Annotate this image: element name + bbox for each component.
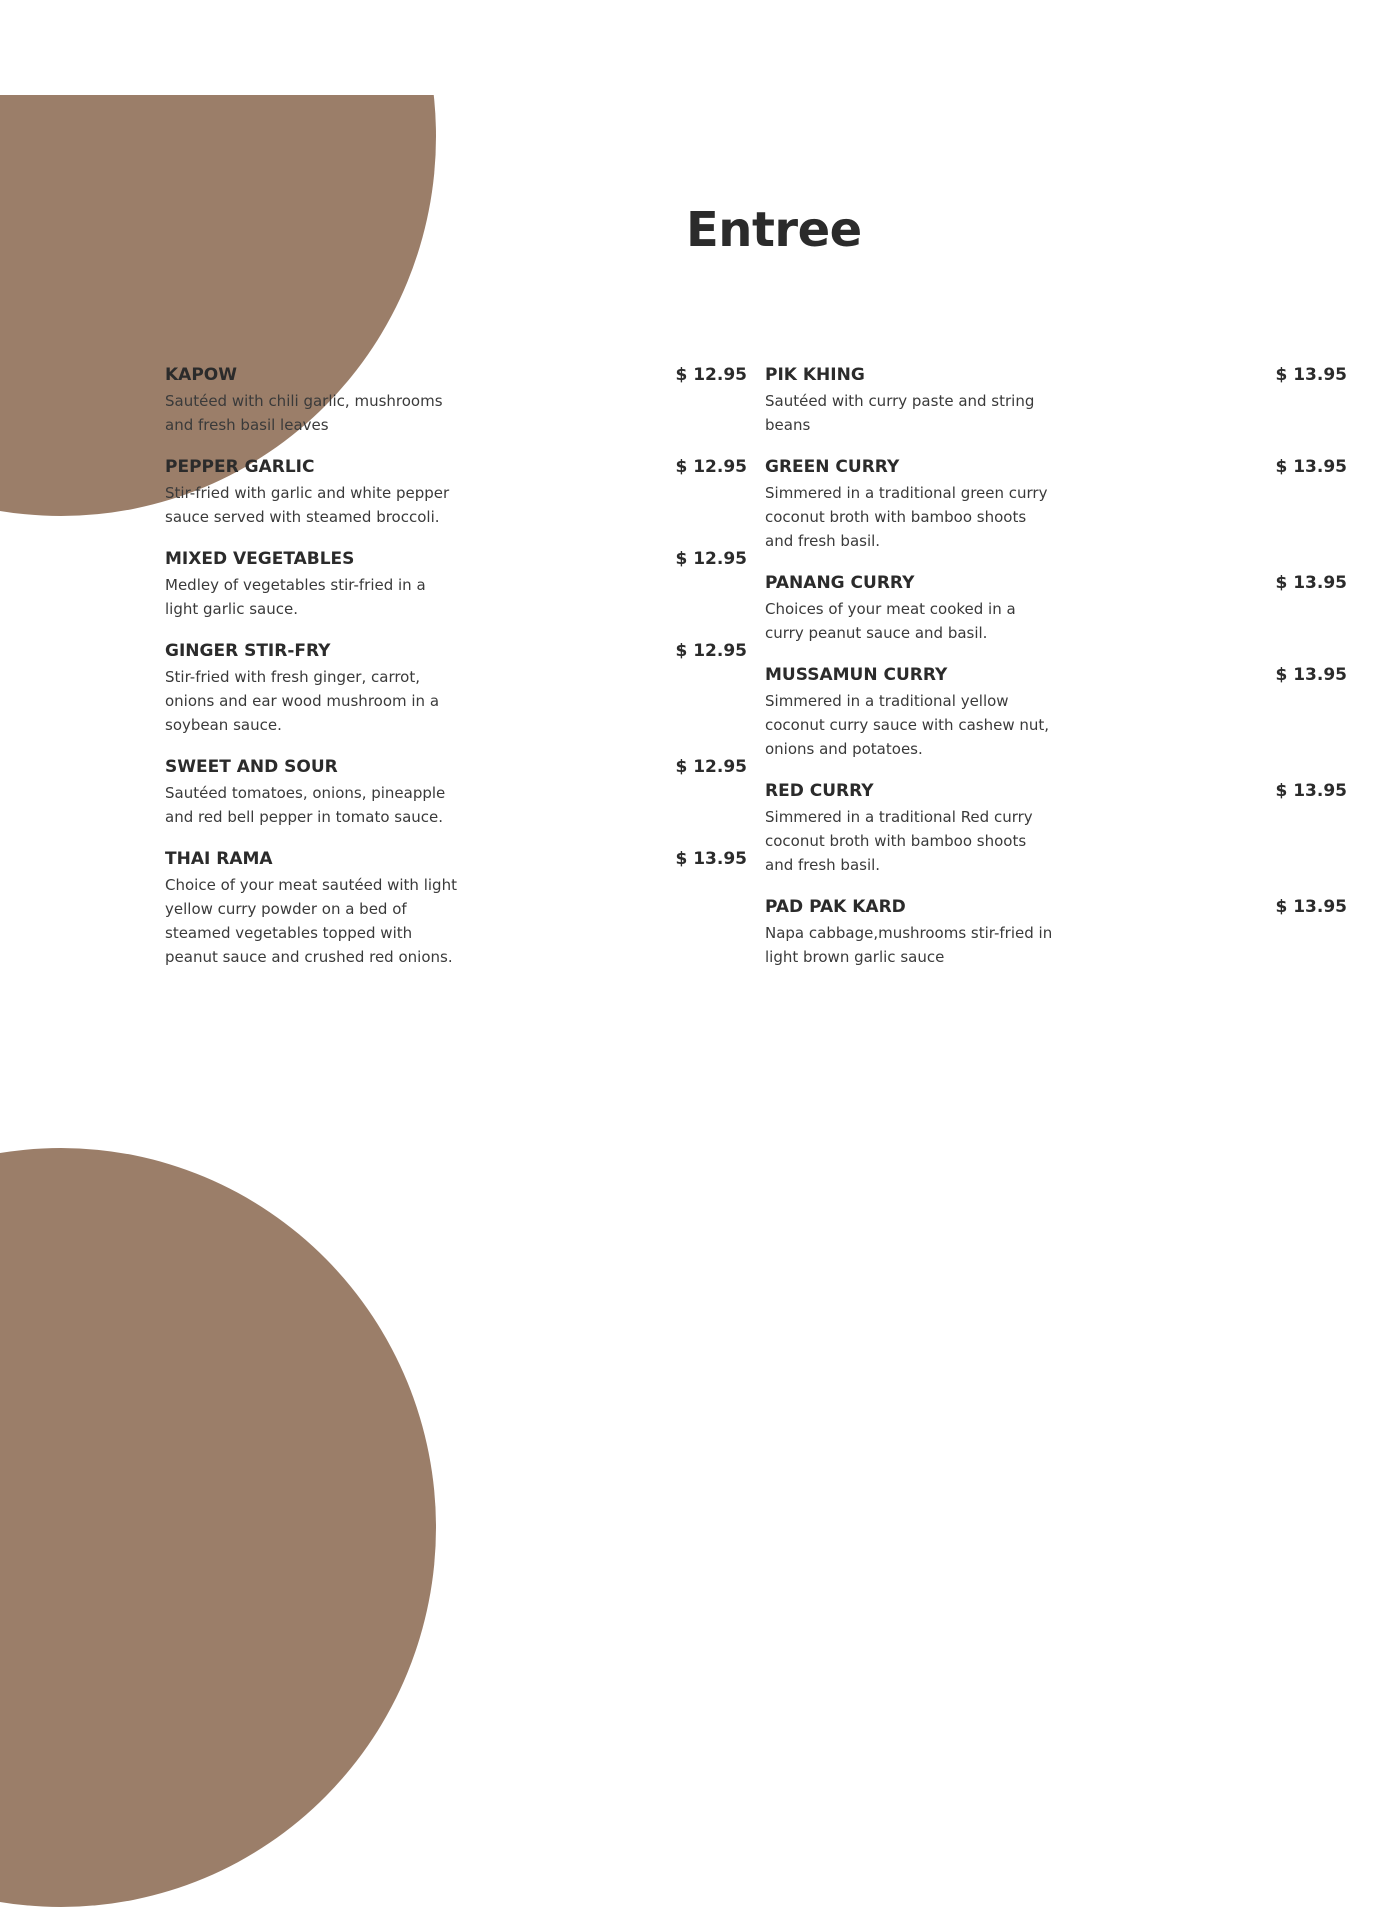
menu-item-name: GREEN CURRY	[765, 457, 900, 477]
header-space	[0, 0, 500, 95]
menu-item-description: Medley of vegetables stir-fried in a light garlic sauce.	[165, 576, 426, 618]
menu-item-header	[765, 778, 1347, 804]
section-title: Entree	[686, 202, 862, 258]
menu-item-header	[765, 570, 1347, 596]
menu-item-price: $ 13.95	[1275, 573, 1347, 593]
menu-item-price: $ 13.95	[675, 849, 747, 869]
menu-item	[165, 362, 747, 437]
menu-item-name: MIXED VEGETABLES	[165, 549, 355, 569]
menu-item	[165, 454, 747, 529]
menu-item-description: Stir-fried with garlic and white pepper sauce served with steamed broccoli.	[165, 484, 450, 526]
menu-item-header	[165, 846, 747, 872]
menu-item-description: Choices of your meat cooked in a curry peanut sauce and basil.	[765, 600, 1016, 642]
menu-item-description: Choice of your meat sautéed with light yellow curry powder on a bed of steamed vegetables topped with peanut sauce and crushed red onions.	[165, 876, 457, 966]
menu-item-name: GINGER STIR-FRY	[165, 641, 331, 661]
menu-item-header	[165, 362, 747, 388]
menu-item	[165, 638, 747, 737]
menu-item	[765, 778, 1347, 877]
menu-item-description: Simmered in a traditional Red curry coconut broth with bamboo shoots and fresh basil.	[765, 808, 1033, 874]
menu-item-price: $ 13.95	[1275, 457, 1347, 477]
menu-item-price: $ 12.95	[675, 457, 747, 477]
menu-item-name: RED CURRY	[765, 781, 874, 801]
menu-item-price: $ 13.95	[1275, 365, 1347, 385]
decorative-circle-bottom	[0, 1148, 436, 1907]
menu-item-description: Simmered in a traditional yellow coconut curry sauce with cashew nut, onions and potatoes.	[765, 692, 1050, 758]
menu-item-price: $ 12.95	[675, 365, 747, 385]
menu-item-price: $ 12.95	[675, 757, 747, 777]
menu-item-price: $ 12.95	[675, 641, 747, 661]
menu-item-header	[765, 662, 1347, 688]
menu-item-description: Sautéed tomatoes, onions, pineapple and red bell pepper in tomato sauce.	[165, 784, 446, 826]
menu-item-header	[165, 638, 747, 664]
menu-item	[765, 662, 1347, 761]
menu-item	[765, 454, 1347, 553]
menu-item-description: Napa cabbage,mushrooms stir-fried in light brown garlic sauce	[765, 924, 1053, 966]
menu-item-name: KAPOW	[165, 365, 237, 385]
menu-item	[765, 894, 1347, 969]
menu-item	[765, 570, 1347, 645]
menu-item-name: PANANG CURRY	[765, 573, 915, 593]
menu-column-right	[765, 362, 1347, 986]
menu-item	[165, 546, 747, 621]
menu-item-description: Simmered in a traditional green curry coconut broth with bamboo shoots and fresh basil.	[765, 484, 1048, 550]
menu-column-left	[165, 362, 747, 986]
menu-item-price: $ 13.95	[1275, 665, 1347, 685]
menu-item-price: $ 12.95	[675, 549, 747, 569]
menu-item-description: Sautéed with curry paste and string beans	[765, 392, 1035, 434]
menu-item	[765, 362, 1347, 437]
menu-item-name: PIK KHING	[765, 365, 865, 385]
menu-item	[165, 846, 747, 969]
menu-item-description: Sautéed with chili garlic, mushrooms and fresh basil leaves	[165, 392, 443, 434]
menu-item-name: PAD PAK KARD	[765, 897, 906, 917]
menu-item-header	[765, 894, 1347, 920]
menu-item-name: PEPPER GARLIC	[165, 457, 315, 477]
menu-item-header	[165, 454, 747, 480]
menu-item-description: Stir-fried with fresh ginger, carrot, onions and ear wood mushroom in a soybean sauce.	[165, 668, 440, 734]
menu-item-header	[765, 454, 1347, 480]
menu-item-name: SWEET AND SOUR	[165, 757, 338, 777]
menu-item	[165, 754, 747, 829]
menu-item-name: THAI RAMA	[165, 849, 273, 869]
menu-item-header	[165, 546, 747, 572]
menu-item-price: $ 13.95	[1275, 897, 1347, 917]
menu-item-name: MUSSAMUN CURRY	[765, 665, 948, 685]
menu-item-header	[765, 362, 1347, 388]
menu-item-header	[165, 754, 747, 780]
menu-item-price: $ 13.95	[1275, 781, 1347, 801]
